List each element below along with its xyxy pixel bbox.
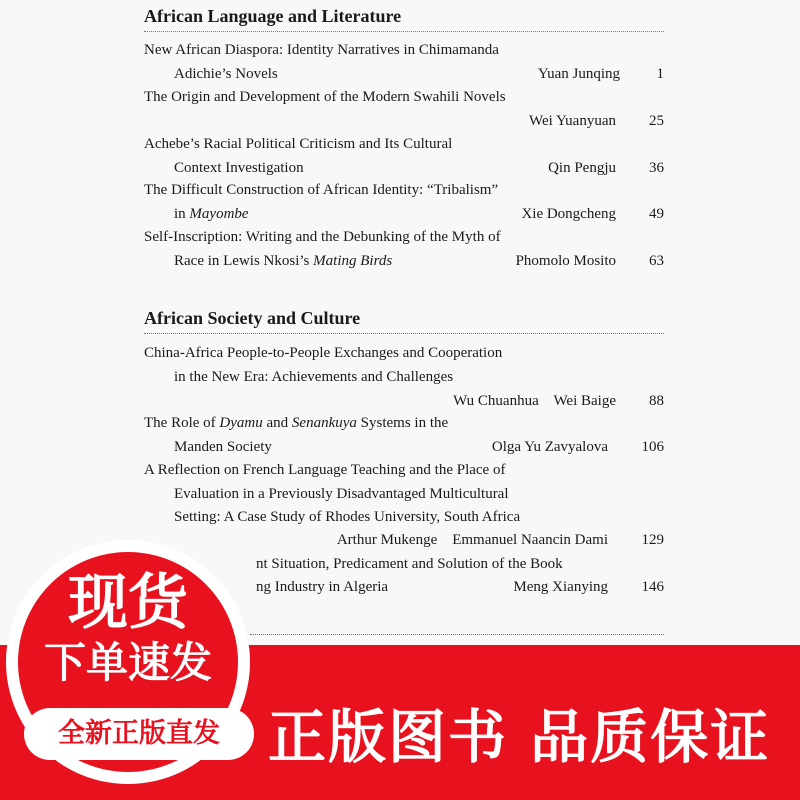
entry-title-line: Self-Inscription: Writing and the Debunking of the Myth of [144,229,501,245]
entry-title-line: ng Industry in Algeria [256,579,389,595]
entry-title-line: New African Diaspora: Identity Narratives in Chimamanda [144,42,499,58]
entry-author: Xie Dongcheng [521,206,616,222]
entry-title-line: Context Investigation [174,160,304,176]
entry-title-line: Setting: A Case Study of Rhodes University, South Africa [174,509,521,525]
entry-author: Wu Chuanhua Wei Baige [453,393,616,409]
entry-author: Qin Pengju [548,160,616,176]
entry-title-line: Adichie’s Novels [174,66,278,82]
entry-page-number: 129 [641,532,664,548]
entry-title-line: A Reflection on French Language Teaching and the Place of [144,462,506,478]
entry-page-number: 146 [641,579,664,595]
entry-page-number: 106 [641,439,664,455]
entry-page-number: 88 [649,393,664,409]
entry-page-number: 36 [649,160,664,176]
entry-title-line: in the New Era: Achievements and Challenges [174,369,454,385]
entry-title-line: Manden Society [174,439,272,455]
entry-title-line: China-Africa People-to-People Exchanges and Cooperation [144,345,503,361]
entry-title-line: Evaluation in a Previously Disadvantaged Multicultural [174,486,509,502]
entry-author: Meng Xianying [513,579,608,595]
entry-page-number: 25 [649,113,664,129]
entry-author: Yuan Junqing [537,66,620,82]
entry-page-number: 63 [649,253,664,269]
entry-title-line: Achebe’s Racial Political Criticism and Its Cultural [144,136,453,152]
section-title: African Society and Culture [144,308,361,328]
entry-author: Olga Yu Zavyalova [491,439,608,455]
entry-author: Wei Yuanyuan [529,113,616,129]
entry-title-line: nt Situation, Predicament and Solution of the Book [256,556,563,572]
section-divider [144,31,664,32]
entry-title-line: The Difficult Construction of African Identity: “Tribalism” [144,182,499,198]
promo-pill: 全新正版直发 [24,708,254,760]
stamp-text-in-stock: 现货 [68,568,188,638]
stamp-text-fast-shipping: 下单速发 [43,638,212,687]
entry-page-number: 1 [656,66,664,82]
section-divider [144,333,664,334]
entry-title-line: Race in Lewis Nkosi’s Mating Birds [174,253,393,269]
section-title: African Language and Literature [144,6,402,26]
entry-title-line: The Role of Dyamu and Senankuya Systems in the [144,415,449,431]
entry-author: Arthur Mukenge Emmanuel Naancin Dami [336,532,608,548]
entry-author: Phomolo Mosito [515,253,616,269]
promo-banner-text: 正版图书 品质保证 [268,703,771,771]
entry-title-line: The Origin and Development of the Modern Swahili Novels [144,89,506,105]
entry-title-line: in Mayombe [174,206,249,222]
section-divider [250,634,664,635]
entry-page-number: 49 [649,206,664,222]
